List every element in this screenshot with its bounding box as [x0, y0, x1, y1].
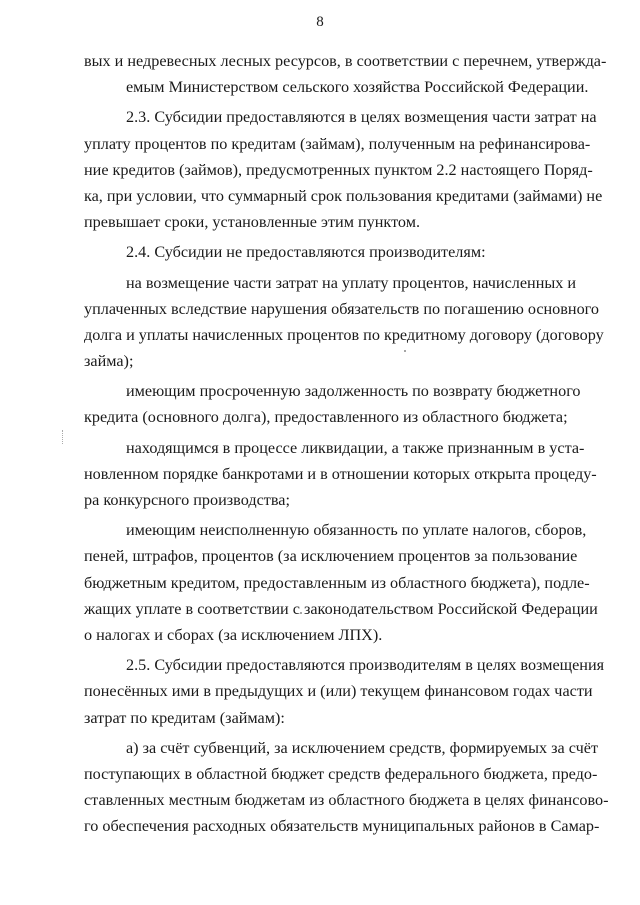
text-line: ра конкурсного производства; — [84, 491, 290, 509]
text-line: займа); — [84, 352, 134, 371]
text-line: понесённых ими в предыдущих и (или) текущем финансовом годах части — [84, 682, 593, 701]
text-line: 2.4. Субсидии не предоставляются производителям: — [126, 243, 486, 262]
text-line: 2.3. Субсидии предоставляются в целях возмещения части затрат на — [126, 108, 597, 127]
text-line: кредита (основного долга), предоставленного из областного бюджета; — [84, 408, 568, 427]
paragraph-2-5-a — [84, 735, 609, 840]
text-line: находящимся в процессе ликвидации, а также признанным в уста- — [126, 438, 585, 457]
text-line: о налогах и сборах (за исключением ЛПХ). — [84, 625, 383, 644]
text-line: имеющим неисполненную обязанность по уплате налогов, сборов, — [126, 521, 587, 540]
text-line: емым Министерством сельского хозяйства Российской Федерации. — [126, 78, 589, 97]
paragraph-2-4-item-3 — [84, 435, 597, 514]
paragraph-2-4-item-2 — [84, 378, 581, 430]
text-line: поступающих в областной бюджет средств федерального бюджета, предо- — [84, 764, 598, 783]
paragraph-2-4-item-4 — [84, 517, 598, 648]
text-line: пеней, штрафов, процентов (за исключением процентов за пользование — [84, 547, 578, 566]
text-line: бюджетным кредитом, предоставленным из областного бюджета), подле- — [84, 573, 590, 592]
paragraph-2-5 — [84, 652, 605, 731]
paragraph-2-3 — [84, 104, 603, 235]
text-line: превышает сроки, установленные этим пунктом. — [84, 213, 421, 232]
text-line: на возмещение части затрат на уплату процентов, начисленных и — [126, 273, 577, 292]
paragraph-2-4 — [84, 239, 572, 265]
text-line: долга и уплаты начисленных процентов по кредитному договору (договору — [84, 325, 604, 344]
text-line: вых и недревесных лесных ресурсов, в соответствии с перечнем, утвержда- — [84, 52, 607, 70]
page-number: 8 — [316, 14, 324, 30]
text-line: ставленных местным бюджетам из областного бюджета в целях финансово- — [84, 791, 609, 810]
paragraph-2-4-item-1 — [84, 270, 604, 375]
text-line: имеющим просроченную задолженность по возврату бюджетного — [126, 382, 581, 401]
text-line: го обеспечения расходных обязательств муниципальных районов в Самар- — [84, 817, 600, 836]
text-line: жащих уплате в соответствии с законодательством Российской Федерации — [84, 599, 598, 618]
text-line: затрат по кредитам (займам): — [84, 708, 285, 727]
paragraph-intro — [84, 48, 607, 100]
margin-mark — [62, 430, 65, 444]
text-line: уплату процентов по кредитам (займам), полученным на рефинансирова- — [84, 134, 591, 153]
text-line: 2.5. Субсидии предоставляются производителям в целях возмещения — [126, 656, 605, 675]
text-line: а) за счёт субвенций, за исключением средств, формируемых за счёт — [126, 738, 599, 757]
text-line: уплаченных вследствие нарушения обязательств по погашению основного — [84, 299, 600, 318]
text-line: ние кредитов (займов), предусмотренных пунктом 2.2 настоящего Поряд- — [84, 160, 593, 179]
document-body — [84, 48, 609, 839]
text-line: ка, при условии, что суммарный срок пользования кредитами (займами) не — [84, 186, 603, 205]
text-line: новленном порядке банкротами и в отношении которых открыта процеду- — [84, 464, 597, 483]
